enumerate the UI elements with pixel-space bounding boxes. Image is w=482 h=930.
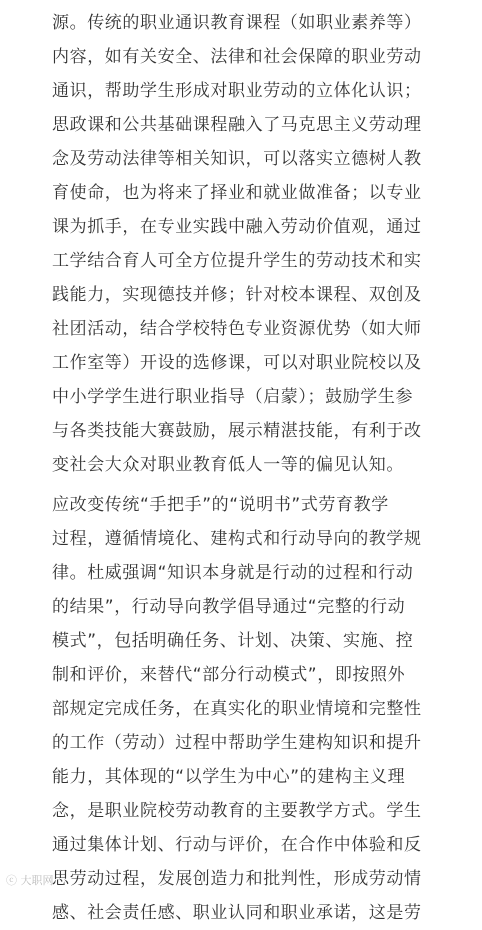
watermark: ⓒ 大职网 <box>6 874 54 887</box>
paragraph-1 <box>52 6 482 482</box>
text-line: 践能力，实现德技并修；针对校本课程、双创及 <box>52 285 422 305</box>
text-line: 过程，遵循情境化、建构式和行动导向的教学规 <box>52 529 422 549</box>
text-line: 工学结合育人可全方位提升学生的劳动技术和实 <box>52 251 422 271</box>
text-line: 能力，其体现的“以学生为中心”的建构主义理 <box>52 767 406 787</box>
text-line: 的结果”，行动导向教学倡导通过“完整的行动 <box>52 597 406 617</box>
text-line: 源。传统的职业通识教育课程（如职业素养等） <box>52 13 422 33</box>
text-line: 通过集体计划、行动与评价，在合作中体验和反 <box>52 835 422 855</box>
text-line: 应改变传统“手把手”的“说明书”式劳育教学 <box>52 495 389 515</box>
text-line: 的工作（劳动）过程中帮助学生建构知识和提升 <box>52 733 422 753</box>
paragraph-2 <box>52 488 482 930</box>
text-line: 制和评价，来替代“部分行动模式”，即按照外 <box>52 665 406 685</box>
text-line: 律。杜威强调“知识本身就是行动的过程和行动 <box>52 563 414 583</box>
text-line: 内容，如有关安全、法律和社会保障的职业劳动 <box>52 47 422 67</box>
text-line: 思劳动过程，发展创造力和批判性，形成劳动情 <box>52 869 422 889</box>
text-line: 与各类技能大赛鼓励，展示精湛技能，有利于改 <box>52 421 422 441</box>
text-line: 工作室等）开设的选修课，可以对职业院校以及 <box>52 353 422 373</box>
text-line: 课为抓手，在专业实践中融入劳动价值观，通过 <box>52 217 422 237</box>
text-line: 变社会大众对职业教育低人一等的偏见认知。 <box>52 455 404 475</box>
text-line: 念及劳动法律等相关知识，可以落实立德树人教 <box>52 149 422 169</box>
text-line: 模式”，包括明确任务、计划、决策、实施、控 <box>52 631 414 651</box>
text-line: 社团活动，结合学校特色专业资源优势（如大师 <box>52 319 422 339</box>
text-line: 部规定完成任务，在真实化的职业情境和完整性 <box>52 699 422 719</box>
text-line: 通识，帮助学生形成对职业劳动的立体化认识； <box>52 81 422 101</box>
text-line: 中小学学生进行职业指导（启蒙）；鼓励学生参 <box>52 387 414 407</box>
text-line: 感、社会责任感、职业认同和职业承诺，这是劳 <box>52 903 422 923</box>
text-line: 念，是职业院校劳动教育的主要教学方式。学生 <box>52 801 422 821</box>
text-line: 思政课和公共基础课程融入了马克思主义劳动理 <box>52 115 422 135</box>
text-line: 育使命，也为将来了择业和就业做准备；以专业 <box>52 183 422 203</box>
